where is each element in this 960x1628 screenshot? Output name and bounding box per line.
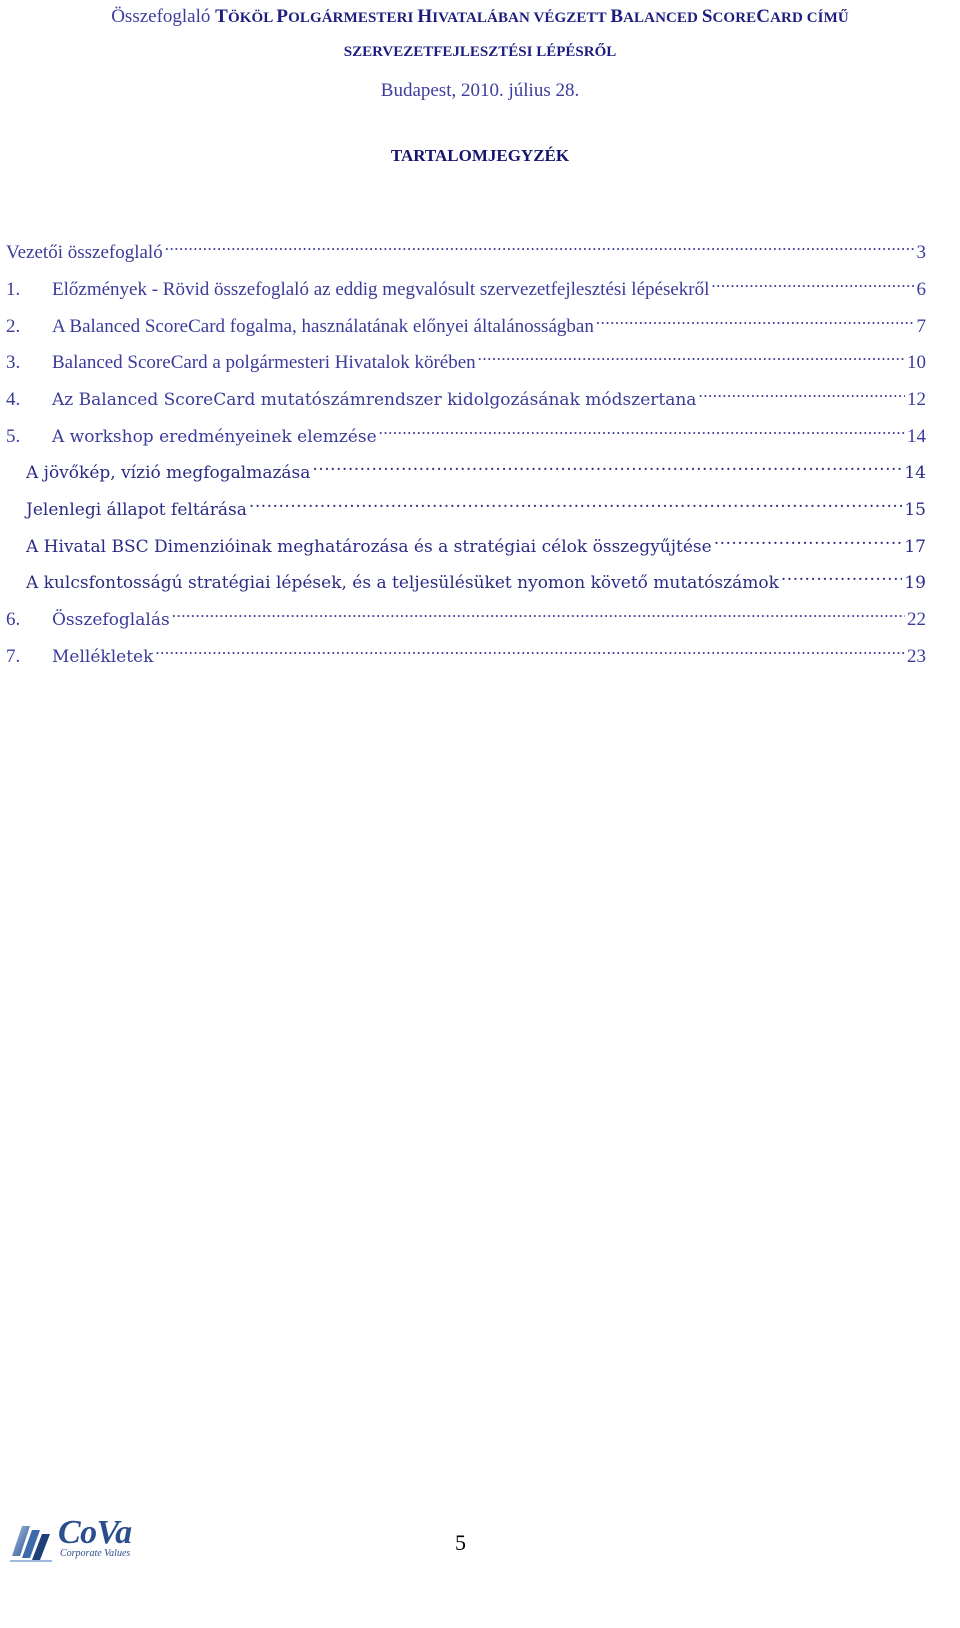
toc-subentry[interactable] (6, 489, 926, 520)
toc-leader (711, 269, 914, 295)
toc-entry-title: A workshop eredményeinek elemzése (52, 427, 377, 447)
toc-entry[interactable] (6, 636, 926, 667)
toc-entry[interactable] (6, 599, 926, 630)
toc-entry[interactable] (6, 269, 926, 300)
toc-entry[interactable] (6, 342, 926, 373)
toc-entry-page: 10 (907, 352, 926, 373)
toc-entry-page: 14 (904, 463, 926, 483)
document-date: Budapest, 2010. július 28. (380, 80, 580, 101)
toc-entry-title: A kulcsfontosságú stratégiai lépések, és a teljesülésüket nyomon követő mutatószámok (26, 573, 779, 593)
toc-leader (155, 636, 905, 662)
toc-entry[interactable] (6, 379, 926, 410)
toc-entry-page: 12 (907, 389, 926, 410)
toc-entry-title: Jelenlegi állapot feltárása (26, 500, 247, 520)
toc-entry-page: 14 (907, 426, 926, 447)
document-title-line-1 (0, 6, 960, 28)
toc-entry-title: Mellékletek (52, 647, 154, 667)
toc-entry-title: Előzmények - Rövid összefoglaló az eddig megvalósult szervezetfejlesztési lépésekről (52, 279, 710, 300)
toc-leader (312, 452, 902, 478)
toc-entry-title: A Balanced ScoreCard fogalma, használatának előnyei általánosságban (52, 316, 594, 337)
page-number: 5 (455, 1530, 466, 1555)
logo-subtext: Corporate Values (60, 1548, 131, 1559)
toc-entry-page: 15 (904, 500, 926, 520)
toc-entry-number: 4. (6, 389, 21, 410)
toc-entry-page: 6 (916, 279, 926, 300)
toc-entry-page: 17 (904, 537, 926, 557)
toc-entry-number: 1. (6, 279, 21, 300)
toc-subentry[interactable] (6, 452, 926, 483)
toc-entry-page: 19 (904, 573, 926, 593)
toc-leader (165, 232, 915, 258)
toc-entry[interactable] (6, 416, 926, 447)
toc-entry-number: 6. (6, 609, 21, 630)
document-title-line-2: SZERVEZETFEJLESZTÉSI LÉPÉSRŐL (343, 44, 617, 60)
toc-entry-number: 2. (6, 316, 21, 337)
toc-entry[interactable] (6, 306, 926, 337)
toc-leader (596, 306, 915, 332)
toc-entry-title: Összefoglalás (52, 610, 170, 630)
toc-leader (478, 342, 905, 368)
toc-entry-title: A Hivatal BSC Dimenzióinak meghatározása és a stratégiai célok összegyűjtése (26, 537, 712, 557)
cova-logo-mark-icon (8, 1516, 56, 1562)
toc-heading: TARTALOMJEGYZÉK (390, 146, 570, 165)
toc-entry-number: 5. (6, 426, 21, 447)
toc-entry-number: 3. (6, 352, 21, 373)
toc-leader (781, 562, 902, 588)
toc-leader (714, 526, 903, 552)
toc-leader (698, 379, 905, 405)
toc-entry-title: Balanced ScoreCard a polgármesteri Hivatalok körében (52, 352, 476, 373)
toc-entry-title: Vezetői összefoglaló (6, 242, 163, 263)
toc-entry[interactable] (6, 232, 926, 263)
title-lead: Összefoglaló (111, 6, 211, 27)
cova-logo (8, 1514, 188, 1564)
toc-leader (172, 599, 905, 625)
title-caps: TÖKÖL POLGÁRMESTERI HIVATALÁBAN VÉGZETT BALANCED SCORECARD CÍMŰ (215, 6, 849, 27)
toc-entry-title: Az Balanced ScoreCard mutatószámrendszer kidolgozásának módszertana (52, 390, 697, 410)
logo-text: CoVa (58, 1514, 132, 1551)
toc-entry-number: 7. (6, 646, 21, 667)
toc-entry-page: 3 (916, 242, 926, 263)
toc-entry-page: 23 (907, 646, 926, 667)
toc-entry-title: A jövőkép, vízió megfogalmazása (26, 463, 311, 483)
toc-entry-page: 7 (916, 316, 926, 337)
toc-leader (379, 416, 905, 442)
toc-subentry[interactable] (6, 526, 926, 557)
toc-leader (249, 489, 902, 515)
toc-entry-page: 22 (907, 609, 926, 630)
toc-subentry[interactable] (6, 562, 926, 593)
